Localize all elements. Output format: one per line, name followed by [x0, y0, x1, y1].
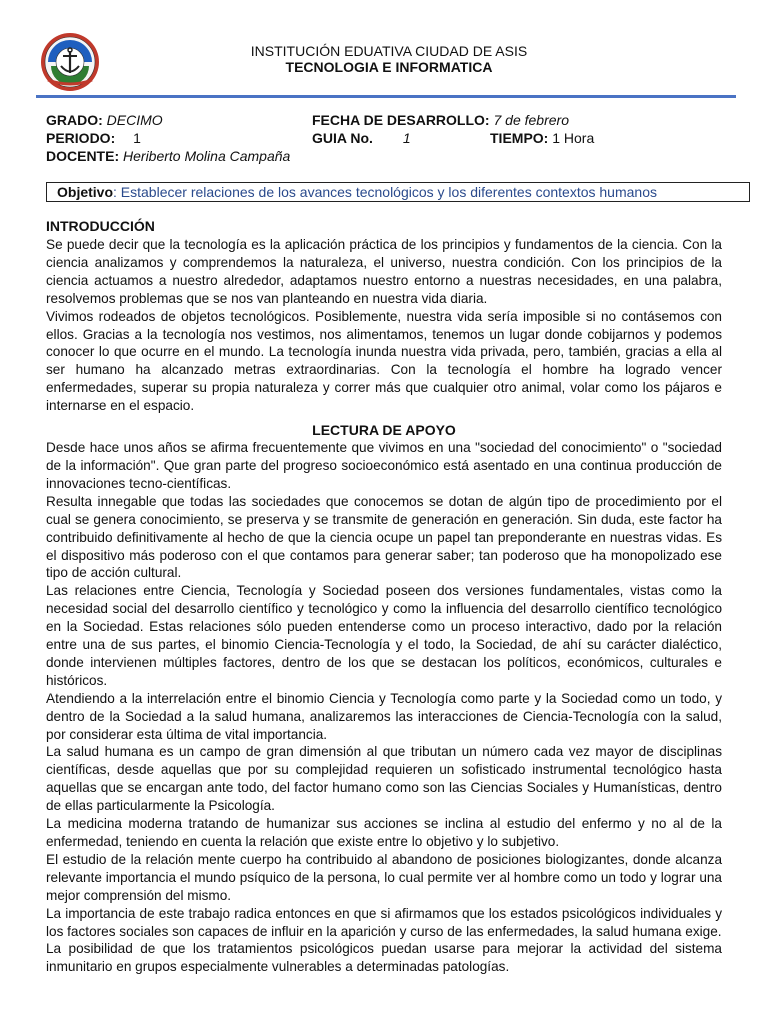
document-body: [46, 218, 722, 976]
grado-label: GRADO:: [46, 112, 103, 128]
objective-text: Establecer relaciones de los avances tecnológicos y los diferentes contextos humanos: [120, 184, 657, 200]
reading-paragraph: Atendiendo a la interrelación entre el binomio Ciencia y Tecnología como parte y la Sociedad como un todo, y dentro de la Sociedad a la salud humana, analizaremos las interacciones de Ciencia-Tecnología con la salud, por considerar esta última de vital importancia.: [46, 690, 722, 742]
periodo-field: [46, 130, 141, 146]
institution-name: INSTITUCIÓN EDUATIVA CIUDAD DE ASIS: [250, 43, 528, 59]
guia-field: [312, 130, 411, 146]
docente-value: Heriberto Molina Campaña: [123, 148, 291, 164]
reading-heading: LECTURA DE APOYO: [312, 422, 456, 439]
guia-label: GUIA No.: [312, 130, 373, 146]
periodo-value: 1: [133, 130, 141, 146]
fecha-field: [312, 112, 569, 128]
reading-paragraph: La salud humana es un campo de gran dimensión al que tributan un número cada vez mayor de disciplinas científicas, desde aquellas que por su complejidad requieren un sofisticado instrumental tecnológico hasta aquellas que se encargan ante todo, del factor humano como son las Ciencias Sociales y Humanísticas, dentro de ellas particularmente la Psicología.: [46, 744, 722, 814]
periodo-label: PERIODO:: [46, 130, 116, 146]
guia-value: 1: [402, 130, 411, 146]
fecha-value: 7 de febrero: [493, 112, 569, 128]
docente-label: DOCENTE:: [46, 148, 120, 164]
subject-title: TECNOLOGIA E INFORMATICA: [285, 59, 493, 75]
reading-paragraph: Resulta innegable que todas las sociedades que conocemos se dotan de algún tipo de procedimiento por el cual se genera conocimiento, se preserva y se transmite de generación en generación. Sin duda, este factor ha contribuido definitivamente al hecho de que la ciencia ocupe un papel tan preponderante en nuestras vidas. Es el dispositivo más poderoso con el que contamos para generar saber; tan poderoso que ha monopolizado ese tipo de acción cultural.: [46, 493, 722, 581]
objective-colon: :: [113, 184, 121, 200]
reading-paragraph: La importancia de este trabajo radica entonces en que si afirmamos que los estados psicológicos individuales y los factores sociales son capaces de influir en la aparición y curso de las enfermedades, la salud humana exige.: [46, 905, 722, 939]
fecha-label: FECHA DE DESARROLLO:: [312, 112, 490, 128]
grado-field: [46, 112, 163, 128]
reading-paragraph: La medicina moderna tratando de humanizar sus acciones se inclina al estudio del enfermo y no al de la enfermedad, teniendo en cuenta la relación que existe entre lo objetivo y lo subjetivo.: [46, 816, 722, 849]
intro-heading: INTRODUCCIÓN: [46, 218, 155, 234]
intro-paragraph: Vivimos rodeados de objetos tecnológicos. Posiblemente, nuestra vida sería imposible si no contásemos con ellos. Gracias a la tecnología nos vestimos, nos alimentamos, tenemos un lugar donde cobijarnos y podemos conocer lo que ocurre en el mundo. La tecnología inunda nuestra vida privada, pero, también, gracias a ella al ser humano ha alcanzado metras extraordinarias. Con la tecnología el hombre ha logrado vencer enfermedades, superar su propia naturaleza y correr más que cualquier otro animal, volar como los pájaros e internarse en el espacio.: [46, 308, 722, 414]
intro-paragraph: Se puede decir que la tecnología es la aplicación práctica de los principios y fundamentos de la ciencia. Con la ciencia analizamos y comprendemos la naturaleza, el universo, nuestra condición. Con los principios de la ciencia actuamos a nuestro alrededor, adaptamos nuestro entorno a nuestras necesidades, en una palabra, resolvemos problemas que se nos van planteando en nuestra vida diaria.: [46, 237, 722, 306]
objective-box: [46, 182, 750, 202]
reading-paragraph: La posibilidad de que los tratamientos psicológicos puedan usarse para mejorar la actividad del sistema inmunitario en grupos especialmente vulnerables a determinadas patologías.: [46, 941, 722, 975]
grado-value: DECIMO: [106, 112, 163, 128]
reading-paragraph: El estudio de la relación mente cuerpo ha contribuido al abandono de posiciones biologizantes, donde alcanza relevante importancia el mundo psíquico de la persona, lo cual permite ver al hombre como un todo y lograr una mejor comprensión del mismo.: [46, 851, 722, 903]
docente-field: [46, 148, 290, 164]
tiempo-label: TIEMPO:: [490, 130, 549, 146]
tiempo-field: [490, 130, 594, 146]
header-divider: [36, 95, 736, 98]
tiempo-value: 1 Hora: [552, 130, 595, 146]
reading-paragraph: Desde hace unos años se afirma frecuentemente que vivimos en una "sociedad del conocimiento" o "sociedad de la información". Que gran parte del progreso socioeconómico está asentado en una continua producción de innovaciones tecno-científicas.: [46, 440, 722, 491]
document-header: [0, 43, 768, 75]
reading-paragraph: Las relaciones entre Ciencia, Tecnología y Sociedad poseen dos versiones fundamentales, vistas como la necesidad social del desarrollo científico y tecnológico y como la influencia del desarrollo científico tecnológico en la Sociedad. Estas relaciones sólo pueden entenderse como un proceso interactivo, dado por la relación entre una de sus partes, el binomio Ciencia-Tecnología y el todo, la Sociedad, de ahí su carácter dialéctico, donde intervienen múltiples factores, dentro de los que se destacan los políticos, económicos, culturales e históricos.: [46, 583, 722, 688]
objective-label: Objetivo: [57, 184, 114, 200]
